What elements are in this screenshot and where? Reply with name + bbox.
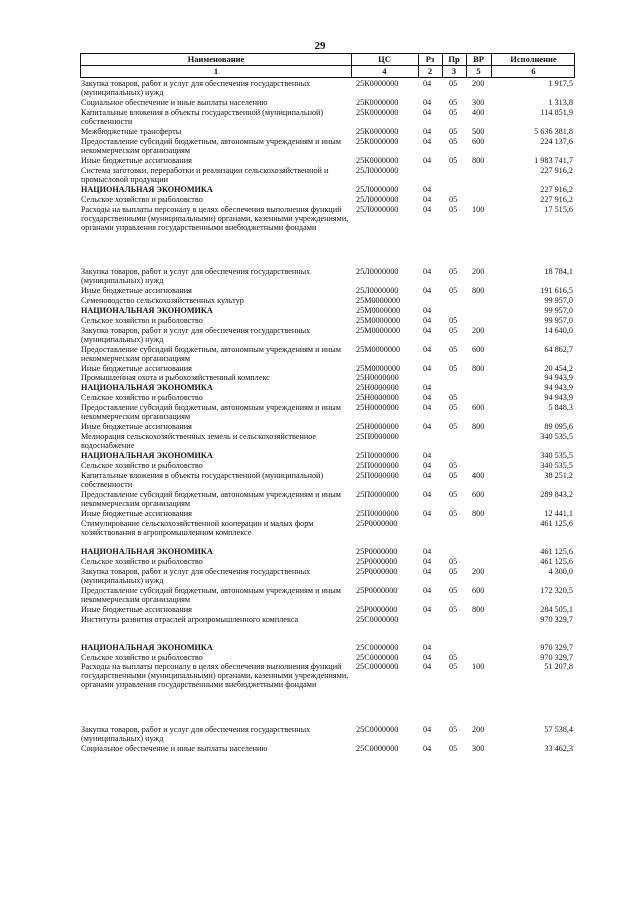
row-cs: 25К0000000 bbox=[356, 79, 399, 88]
row-rz: 04 bbox=[423, 566, 432, 576]
row-cs: 25К0000000 bbox=[356, 107, 399, 117]
row-cs: 25С0000000 bbox=[356, 614, 399, 624]
row-rz: 04 bbox=[423, 724, 432, 734]
row-rz: 04 bbox=[423, 194, 432, 204]
row-name: Предоставление субсидий бюджетным, автономным учреждениям и иным некоммерческим организациям bbox=[81, 344, 341, 363]
row-vr: 800 bbox=[472, 508, 485, 518]
row-name: Институты развития отраслей агропромышленного комплекса bbox=[81, 614, 299, 624]
row-name: Расходы на выплаты персоналу в целях обеспечения выполнения функций государственными (муниципальными) органами, казенными учреждениями, органами управления государственными внебюджетными фондами bbox=[81, 662, 349, 690]
row-name: Иные бюджетные ассигнования bbox=[81, 285, 192, 295]
table-row bbox=[80, 195, 575, 204]
row-cs: 25С0000000 bbox=[356, 743, 399, 753]
row-name: Сельское хозяйство и рыболовство bbox=[81, 315, 203, 325]
row-exec: 340 535,5 bbox=[540, 432, 573, 441]
page-number: 29 bbox=[314, 40, 326, 52]
table-row bbox=[80, 205, 575, 260]
row-cs: 25П0000000 bbox=[356, 470, 399, 480]
row-rz: 04 bbox=[423, 403, 432, 413]
row-cs: 25П0000000 bbox=[356, 508, 399, 518]
row-exec: 18 784,1 bbox=[544, 266, 573, 276]
table-row bbox=[80, 490, 575, 508]
row-name: Закупка товаров, работ и услуг для обеспечения государственных (муниципальных) нужд bbox=[81, 325, 311, 344]
header-exec: Исполнение bbox=[510, 54, 557, 64]
row-exec: 17 515,6 bbox=[544, 204, 573, 214]
row-exec: 94 943,9 bbox=[544, 383, 573, 393]
row-name: Система заготовки, переработки и реализации сельскохозяйственной и промысловой продукции bbox=[81, 165, 329, 184]
row-vr: 200 bbox=[472, 79, 485, 88]
row-exec: 461 125,6 bbox=[540, 518, 573, 528]
table-row bbox=[80, 79, 575, 97]
row-pr: 05 bbox=[449, 422, 458, 432]
header-name: Наименование bbox=[187, 54, 245, 64]
index-cs: 4 bbox=[382, 66, 387, 76]
table-row bbox=[80, 393, 575, 402]
row-rz: 04 bbox=[423, 451, 432, 460]
table-header bbox=[80, 53, 575, 65]
row-cs: 25Л0000000 bbox=[356, 266, 399, 276]
row-name: Предоставление субсидий бюджетным, автономным учреждениям и иным некоммерческим организациям bbox=[81, 403, 341, 422]
row-name: Социальное обеспечение и иные выплаты населению bbox=[81, 743, 268, 753]
row-exec: 224 137,6 bbox=[540, 136, 573, 146]
row-vr: 100 bbox=[472, 204, 485, 214]
row-cs: 25К0000000 bbox=[356, 136, 399, 146]
row-pr: 05 bbox=[449, 604, 458, 614]
row-exec: 89 095,6 bbox=[544, 422, 573, 432]
row-cs: 25Н0000000 bbox=[356, 393, 399, 403]
row-pr: 05 bbox=[449, 489, 458, 499]
row-pr: 05 bbox=[449, 285, 458, 295]
row-pr: 05 bbox=[449, 98, 458, 107]
row-vr: 800 bbox=[472, 422, 485, 432]
row-rz: 04 bbox=[423, 204, 432, 214]
row-cs: 25Л0000000 bbox=[356, 165, 399, 175]
row-vr: 600 bbox=[472, 585, 485, 595]
row-cs: 25С0000000 bbox=[356, 662, 399, 672]
row-exec: 99 957,0 bbox=[544, 315, 573, 325]
row-cs: 25С0000000 bbox=[356, 652, 399, 662]
table-row bbox=[80, 643, 575, 652]
row-name: Иные бюджетные ассигнования bbox=[81, 508, 192, 518]
table-row bbox=[80, 547, 575, 556]
row-vr: 800 bbox=[472, 604, 485, 614]
table-row bbox=[80, 316, 575, 325]
table-row bbox=[80, 653, 575, 662]
table-row bbox=[80, 586, 575, 604]
row-rz: 04 bbox=[423, 546, 432, 556]
row-pr: 05 bbox=[449, 363, 458, 373]
row-cs: 25М0000000 bbox=[356, 325, 401, 335]
row-rz: 04 bbox=[423, 585, 432, 595]
row-rz: 04 bbox=[423, 98, 432, 107]
row-name: Сельское хозяйство и рыболовство bbox=[81, 652, 203, 662]
table-row bbox=[80, 383, 575, 392]
row-rz: 04 bbox=[423, 383, 432, 393]
row-rz: 04 bbox=[423, 460, 432, 470]
index-pr: 3 bbox=[451, 66, 457, 76]
row-rz: 04 bbox=[423, 184, 432, 194]
row-pr: 05 bbox=[449, 470, 458, 480]
row-pr: 05 bbox=[449, 724, 458, 734]
row-vr: 400 bbox=[472, 470, 485, 480]
row-exec: 1 313,8 bbox=[548, 98, 573, 107]
row-vr: 800 bbox=[472, 363, 485, 373]
table-row bbox=[80, 326, 575, 344]
row-rz: 04 bbox=[423, 305, 432, 315]
row-cs: 25М0000000 bbox=[356, 363, 401, 373]
row-rz: 04 bbox=[423, 107, 432, 117]
row-exec: 227 916,2 bbox=[540, 165, 573, 175]
table-row bbox=[80, 108, 575, 126]
row-rz: 04 bbox=[423, 266, 432, 276]
row-pr: 05 bbox=[449, 403, 458, 413]
row-exec: 114 851,9 bbox=[540, 107, 573, 117]
row-rz: 04 bbox=[423, 126, 432, 136]
row-exec: 94 943,9 bbox=[544, 393, 573, 403]
row-name: Мелиорация сельскохозяйственных земель и сельскохозяйственное водоснабжение bbox=[81, 432, 317, 450]
row-cs: 25Н0000000 bbox=[356, 373, 399, 383]
row-exec: 57 538,4 bbox=[544, 724, 573, 734]
row-cs: 25П0000000 bbox=[356, 460, 399, 470]
row-exec: 33 462,3 bbox=[544, 743, 573, 753]
row-exec: 51 207,8 bbox=[544, 662, 573, 672]
row-pr: 05 bbox=[449, 566, 458, 576]
row-cs: 25К0000000 bbox=[356, 126, 399, 136]
row-rz: 04 bbox=[423, 344, 432, 354]
row-rz: 04 bbox=[423, 79, 432, 88]
row-rz: 04 bbox=[423, 489, 432, 499]
row-pr: 05 bbox=[449, 194, 458, 204]
row-rz: 04 bbox=[423, 642, 432, 652]
row-exec: 970 329,7 bbox=[540, 642, 573, 652]
row-pr: 05 bbox=[449, 107, 458, 117]
row-name: НАЦИОНАЛЬНАЯ ЭКОНОМИКА bbox=[81, 642, 213, 652]
row-exec: 12 441,1 bbox=[544, 508, 573, 518]
row-cs: 25Н0000000 bbox=[356, 383, 399, 393]
row-exec: 4 300,0 bbox=[548, 566, 573, 576]
row-cs: 25Р0000000 bbox=[356, 556, 398, 566]
row-name: Закупка товаров, работ и услуг для обеспечения государственных (муниципальных) нужд bbox=[81, 724, 311, 743]
row-exec: 284 505,1 bbox=[540, 604, 573, 614]
row-vr: 600 bbox=[472, 489, 485, 499]
row-name: Сельское хозяйство и рыболовство bbox=[81, 194, 203, 204]
row-name: Сельское хозяйство и рыболовство bbox=[81, 556, 203, 566]
row-name: НАЦИОНАЛЬНАЯ ЭКОНОМИКА bbox=[81, 184, 213, 194]
row-rz: 04 bbox=[423, 315, 432, 325]
table-row bbox=[80, 471, 575, 489]
table-row bbox=[80, 451, 575, 460]
row-rz: 04 bbox=[423, 652, 432, 662]
row-rz: 04 bbox=[423, 470, 432, 480]
index-name: 1 bbox=[213, 66, 219, 76]
row-exec: 461 125,6 bbox=[540, 546, 573, 556]
budget-table bbox=[80, 53, 575, 753]
row-pr: 05 bbox=[449, 743, 458, 753]
row-name: Социальное обеспечение и иные выплаты населению bbox=[81, 98, 268, 107]
row-rz: 04 bbox=[423, 363, 432, 373]
row-cs: 25Н0000000 bbox=[356, 403, 399, 413]
row-rz: 04 bbox=[423, 662, 432, 672]
table-row bbox=[80, 98, 575, 107]
row-name: Иные бюджетные ассигнования bbox=[81, 604, 192, 614]
row-vr: 600 bbox=[472, 136, 485, 146]
row-cs: 25Л0000000 bbox=[356, 204, 399, 214]
row-name: Закупка товаров, работ и услуг для обеспечения государственных (муниципальных) нужд bbox=[81, 79, 311, 97]
row-cs: 25Л0000000 bbox=[356, 285, 399, 295]
row-exec: 5 636 381,8 bbox=[534, 126, 573, 136]
row-cs: 25К0000000 bbox=[356, 98, 399, 107]
row-pr: 05 bbox=[449, 585, 458, 595]
index-vr: 5 bbox=[476, 66, 481, 76]
table-row bbox=[80, 166, 575, 184]
index-exec: 6 bbox=[531, 66, 536, 76]
row-name: Капитальные вложения в объекты государственной (муниципальной) собственности bbox=[81, 107, 324, 126]
row-name: Межбюджетные трансферты bbox=[81, 126, 182, 136]
row-vr: 800 bbox=[472, 285, 485, 295]
row-vr: 600 bbox=[472, 344, 485, 354]
row-name: НАЦИОНАЛЬНАЯ ЭКОНОМИКА bbox=[81, 451, 213, 460]
row-name: Стимулирование сельскохозяйственной кооперации и малых форм хозяйствования в агропромышленном комплексе bbox=[81, 518, 314, 537]
row-rz: 04 bbox=[423, 393, 432, 403]
row-exec: 5 848,3 bbox=[548, 403, 573, 413]
row-name: Семеноводство сельскохозяйственных культур bbox=[81, 295, 244, 305]
row-name: Расходы на выплаты персоналу в целях обеспечения выполнения функций государственными (муниципальными) органами, казенными учреждениями, органами управления государственными внебюджетными фондами bbox=[81, 204, 349, 232]
row-name: НАЦИОНАЛЬНАЯ ЭКОНОМИКА bbox=[81, 305, 213, 315]
row-exec: 14 640,0 bbox=[544, 325, 573, 335]
table-row bbox=[80, 296, 575, 305]
row-rz: 04 bbox=[423, 155, 432, 165]
header-pr: Пр bbox=[448, 54, 460, 64]
row-name: Предоставление субсидий бюджетным, автономным учреждениям и иным некоммерческим организациям bbox=[81, 585, 341, 604]
row-exec: 340 535,5 bbox=[540, 451, 573, 460]
row-rz: 04 bbox=[423, 422, 432, 432]
row-cs: 25Л0000000 bbox=[356, 194, 399, 204]
row-name: Промышленная охота и рыбохозяйственный комплекс bbox=[81, 373, 270, 383]
row-name: Иные бюджетные ассигнования bbox=[81, 363, 192, 373]
table-row bbox=[80, 461, 575, 470]
row-exec: 20 454,2 bbox=[544, 363, 573, 373]
row-exec: 38 251,2 bbox=[544, 470, 573, 480]
row-exec: 64 862,7 bbox=[544, 344, 573, 354]
row-cs: 25П0000000 bbox=[356, 489, 399, 499]
header-vr: ВР bbox=[473, 54, 484, 64]
row-name: Сельское хозяйство и рыболовство bbox=[81, 393, 203, 403]
row-exec: 970 329,7 bbox=[540, 652, 573, 662]
row-pr: 05 bbox=[449, 393, 458, 403]
row-rz: 04 bbox=[423, 604, 432, 614]
row-vr: 800 bbox=[472, 155, 485, 165]
index-rz: 2 bbox=[427, 66, 433, 76]
row-name: НАЦИОНАЛЬНАЯ ЭКОНОМИКА bbox=[81, 546, 213, 556]
row-pr: 05 bbox=[449, 556, 458, 566]
row-pr: 05 bbox=[449, 204, 458, 214]
row-cs: 25М0000000 bbox=[356, 315, 401, 325]
row-pr: 05 bbox=[449, 266, 458, 276]
row-exec: 461 125,6 bbox=[540, 556, 573, 566]
row-cs: 25Р0000000 bbox=[356, 585, 398, 595]
row-pr: 05 bbox=[449, 652, 458, 662]
table-row bbox=[80, 345, 575, 363]
table-index-row bbox=[80, 65, 575, 78]
header-rz: Рз bbox=[425, 54, 435, 64]
row-exec: 970 329,7 bbox=[540, 614, 573, 624]
row-cs: 25П0000000 bbox=[356, 451, 399, 460]
row-exec: 191 616,5 bbox=[540, 285, 573, 295]
table-row bbox=[80, 185, 575, 194]
row-pr: 05 bbox=[449, 460, 458, 470]
header-cs: ЦС bbox=[378, 54, 391, 64]
row-vr: 400 bbox=[472, 107, 485, 117]
row-vr: 600 bbox=[472, 403, 485, 413]
row-rz: 04 bbox=[423, 743, 432, 753]
row-name: Закупка товаров, работ и услуг для обеспечения государственных (муниципальных) нужд bbox=[81, 266, 311, 285]
table-row bbox=[80, 267, 575, 285]
row-rz: 04 bbox=[423, 325, 432, 335]
row-cs: 25Р0000000 bbox=[356, 604, 398, 614]
row-pr: 05 bbox=[449, 315, 458, 325]
row-pr: 05 bbox=[449, 325, 458, 335]
table-row bbox=[80, 509, 575, 518]
row-cs: 25Р0000000 bbox=[356, 546, 398, 556]
row-name: Сельское хозяйство и рыболовство bbox=[81, 460, 203, 470]
row-pr: 05 bbox=[449, 508, 458, 518]
table-row bbox=[80, 373, 575, 382]
row-cs: 25М0000000 bbox=[356, 295, 401, 305]
row-exec: 94 943,9 bbox=[544, 373, 573, 383]
row-cs: 25С0000000 bbox=[356, 724, 399, 734]
row-cs: 25М0000000 bbox=[356, 344, 401, 354]
row-exec: 1 917,5 bbox=[548, 79, 573, 88]
table-row bbox=[80, 519, 575, 546]
table-row bbox=[80, 662, 575, 717]
row-name: Иные бюджетные ассигнования bbox=[81, 155, 192, 165]
table-row bbox=[80, 156, 575, 165]
row-cs: 25С0000000 bbox=[356, 642, 399, 652]
row-cs: 25М0000000 bbox=[356, 305, 401, 315]
table-row bbox=[80, 605, 575, 614]
row-pr: 05 bbox=[449, 136, 458, 146]
row-name: Капитальные вложения в объекты государственной (муниципальной) собственности bbox=[81, 470, 324, 489]
row-cs: 25Р0000000 bbox=[356, 518, 398, 528]
table-row bbox=[80, 127, 575, 136]
row-pr: 05 bbox=[449, 79, 458, 88]
row-rz: 04 bbox=[423, 556, 432, 566]
table-row bbox=[80, 403, 575, 421]
row-exec: 99 957,0 bbox=[544, 295, 573, 305]
table-row bbox=[80, 615, 575, 642]
table-row bbox=[80, 567, 575, 585]
row-pr: 05 bbox=[449, 344, 458, 354]
row-cs: 25Н0000000 bbox=[356, 422, 399, 432]
row-vr: 200 bbox=[472, 724, 485, 734]
row-vr: 200 bbox=[472, 325, 485, 335]
row-cs: 25П0000000 bbox=[356, 432, 399, 441]
row-exec: 99 957,0 bbox=[544, 305, 573, 315]
row-name: Иные бюджетные ассигнования bbox=[81, 422, 192, 432]
row-vr: 500 bbox=[472, 126, 485, 136]
row-cs: 25К0000000 bbox=[356, 155, 399, 165]
row-pr: 05 bbox=[449, 155, 458, 165]
row-name: Предоставление субсидий бюджетным, автономным учреждениям и иным некоммерческим организациям bbox=[81, 489, 341, 508]
row-name: НАЦИОНАЛЬНАЯ ЭКОНОМИКА bbox=[81, 383, 213, 393]
row-rz: 04 bbox=[423, 508, 432, 518]
row-pr: 05 bbox=[449, 662, 458, 672]
row-exec: 227 916,2 bbox=[540, 184, 573, 194]
row-name: Закупка товаров, работ и услуг для обеспечения государственных (муниципальных) нужд bbox=[81, 566, 311, 585]
table-row bbox=[80, 286, 575, 295]
table-row bbox=[80, 422, 575, 431]
row-cs: 25Р0000000 bbox=[356, 566, 398, 576]
table-row bbox=[80, 725, 575, 743]
row-exec: 340 535,5 bbox=[540, 460, 573, 470]
row-pr: 05 bbox=[449, 126, 458, 136]
table-row bbox=[80, 137, 575, 155]
row-vr: 100 bbox=[472, 662, 485, 672]
row-vr: 300 bbox=[472, 98, 485, 107]
row-exec: 227 916,2 bbox=[540, 194, 573, 204]
row-name: Предоставление субсидий бюджетным, автономным учреждениям и иным некоммерческим организациям bbox=[81, 136, 341, 155]
table-row bbox=[80, 744, 575, 753]
table-row bbox=[80, 306, 575, 315]
table-row bbox=[80, 364, 575, 373]
table-row bbox=[80, 432, 575, 450]
row-exec: 172 320,5 bbox=[540, 585, 573, 595]
table-row bbox=[80, 557, 575, 566]
row-rz: 04 bbox=[423, 136, 432, 146]
row-exec: 289 843,2 bbox=[540, 489, 573, 499]
row-rz: 04 bbox=[423, 285, 432, 295]
row-vr: 300 bbox=[472, 743, 485, 753]
row-exec: 1 983 741,7 bbox=[534, 155, 573, 165]
row-cs: 25Л0000000 bbox=[356, 184, 399, 194]
row-vr: 200 bbox=[472, 266, 485, 276]
row-vr: 200 bbox=[472, 566, 485, 576]
